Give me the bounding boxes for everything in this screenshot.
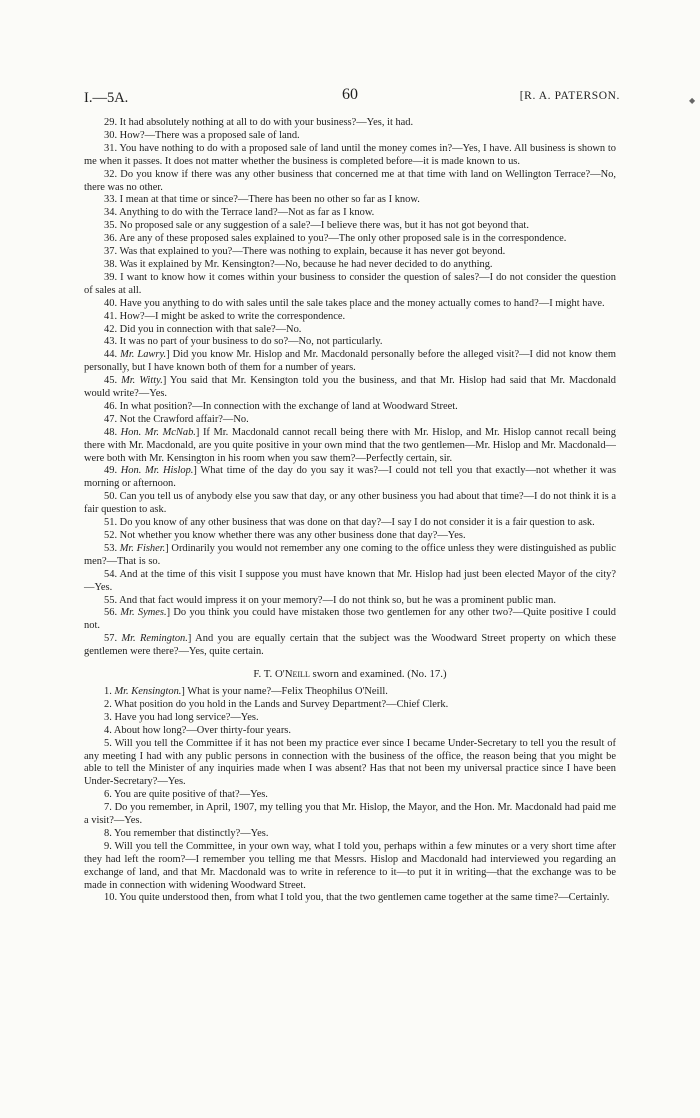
question-paragraph: 35. No proposed sale or any suggestion of a sale?—I believe there was, but it has not got beyond that.: [104, 220, 529, 232]
question-paragraph: 43. It was no part of your business to do so?—No, not particularly.: [104, 336, 383, 348]
question-paragraph: 7. Do you remember, in April, 1907, my telling you that Mr. Hislop, the Mayor, and the Hon. Mr. Macdonald had paid me a visit?—Yes.: [84, 802, 616, 827]
question-paragraph: [84, 543, 616, 569]
question-number: 48.: [104, 426, 121, 438]
question-paragraph: 51. Do you know of any other business that was done on that day?—I say I do not consider it is a fair question to ask.: [104, 517, 595, 529]
question-paragraph: 40. Have you anything to do with sales until the sale takes place and the money actually comes to hand?—I might have.: [104, 297, 605, 309]
section-heading: F. T. O'Neill sworn and examined. (No. 17.): [253, 668, 447, 681]
speaker-name: Mr. Remington.: [121, 633, 188, 645]
question-paragraph: 34. Anything to do with the Terrace land?—Not as far as I know.: [104, 207, 375, 219]
speaker-name: Mr. Kensington.: [114, 685, 182, 697]
question-paragraph: 10. You quite understood then, from what I told you, that the two gentlemen came together at the same time?—Certainly.: [104, 892, 610, 904]
question-number: 45.: [104, 375, 122, 387]
speaker-name: Mr. Witty.: [121, 375, 163, 387]
question-paragraph: 46. In what position?—In connection with the exchange of land at Woodward Street.: [104, 400, 458, 412]
question-paragraph: 4. About how long?—Over thirty-four years.: [104, 724, 291, 736]
question-number: 49.: [104, 465, 121, 477]
question-paragraph: 41. How?—I might be asked to write the correspondence.: [104, 310, 346, 322]
question-number: 56.: [104, 607, 121, 619]
question-text: ] Do you think you could have mistaken those two gentlemen for any other two?—Quite positive I could not.: [84, 607, 617, 632]
question-paragraph: 9. Will you tell the Committee, in your own way, what I told you, perhaps within a few minutes or a very short time after they had left the room?—I remember you telling me that Messrs. Hislop and Macdonald had interviewed you regarding an exchange of land, and that Mr. Macdonald was to write in reference to it—to put it in writing—that the exchange was to be made in connection with widening Woodward Street.: [84, 840, 616, 891]
question-paragraph: 54. And at the time of this visit I suppose you must have known that Mr. Hislop had just been elected Mayor of the city?—Yes.: [84, 568, 616, 593]
question-paragraph: 31. You have nothing to do with a proposed sale of land until the money comes in?—Yes, I have. All business is shown to me when it passes. It does not matter whether the business is completed before—it is made known to us.: [84, 142, 616, 167]
question-paragraph: [84, 607, 616, 633]
question-paragraph: 29. It had absolutely nothing at all to do with your business?—Yes, it had.: [104, 117, 414, 128]
speaker-name: Hon. Mr. Hislop.: [120, 465, 194, 477]
speaker-name: Hon. Mr. McNab.: [120, 426, 196, 438]
question-text: ] Ordinarily you would not remember any one coming to the office unless they were distinguished as public men?—That is so.: [84, 542, 617, 567]
question-paragraph: [84, 427, 616, 466]
question-text: ] What time of the day do you say it was?—I could not tell you that exactly—not whether it was morning or afternoon.: [84, 465, 617, 490]
question-paragraph: 38. Was it explained by Mr. Kensington?—No, because he had never decided to do anything.: [104, 258, 493, 270]
speaker-name: Mr. Lawry.: [120, 349, 167, 361]
question-paragraph: 37. Was that explained to you?—There was nothing to explain, because it has never got beyond.: [104, 246, 506, 258]
speaker-name: Mr. Symes.: [120, 607, 167, 619]
page-header: [84, 86, 620, 106]
question-paragraph: 2. What position do you hold in the Lands and Survey Department?—Chief Clerk.: [104, 698, 449, 710]
question-number: 57.: [104, 633, 122, 645]
question-paragraph: 55. And that fact would impress it on your memory?—I do not think so, but he was a prominent public man.: [104, 594, 556, 606]
question-paragraph: [84, 633, 616, 659]
question-paragraph: 6. You are quite positive of that?—Yes.: [104, 789, 268, 801]
question-text: ] And you are equally certain that the subject was the Woodward Street property on which these gentlemen were there?—Yes, quite certain.: [84, 633, 617, 658]
witness-name: [R. A. PATERSON.: [519, 90, 620, 102]
page-number: 60: [342, 86, 358, 103]
margin-mark: ◆: [689, 96, 696, 105]
question-paragraph: 39. I want to know how it comes within your business to consider the question of sales?—I do not consider the question of sales at all.: [84, 271, 616, 296]
question-paragraph: 30. How?—There was a proposed sale of land.: [104, 129, 300, 141]
question-text: ] If Mr. Macdonald cannot recall being there with Mr. Hislop, and Mr. Hislop cannot recall being there with Mr. Macdonald, are you quite positive in your own mind that the two gentlemen—Mr. Hislop and Mr. Macdonald—were both with Mr. Kensington in his room when you saw them?—Perfectly certain, sir.: [84, 426, 616, 464]
testimony-paterson: [84, 117, 616, 659]
question-paragraph: 8. You remember that distinctly?—Yes.: [104, 827, 269, 839]
question-paragraph: 36. Are any of these proposed sales explained to you?—The only other proposed sale is in the correspondence.: [104, 233, 567, 245]
speaker-name: Mr. Fisher.: [119, 542, 166, 554]
question-paragraph: [84, 465, 616, 491]
question-number: 1.: [104, 685, 115, 697]
question-paragraph: 5. Will you tell the Committee if it has not been my practice ever since I became Under-Secretary to tell you the result of any meeting I had with any public persons in connection with the business of the office, the reason being that you might be able to tell the Minister of any inquiries made when I was absent? Has that not been my universal practice since I have been Under-Secretary?—Yes.: [84, 737, 616, 788]
question-text: ] You said that Mr. Kensington told you the business, and that Mr. Hislop had said that Mr. Macdonald would write?—Yes.: [84, 375, 616, 400]
question-paragraph: 50. Can you tell us of anybody else you saw that day, or any other business you had about that time?—I do not think it is a fair question to ask.: [84, 491, 616, 516]
question-paragraph: 47. Not the Crawford affair?—No.: [104, 413, 249, 425]
question-paragraph: 52. Not whether you know whether there was any other business done that day?—Yes.: [104, 530, 466, 541]
question-paragraph: [84, 686, 616, 699]
testimony-oneill: [84, 686, 616, 905]
question-number: 53.: [104, 542, 120, 554]
question-paragraph: 42. Did you in connection with that sale?—No.: [104, 323, 302, 335]
question-paragraph: [84, 349, 616, 375]
question-paragraph: [84, 375, 616, 401]
question-paragraph: 3. Have you had long service?—Yes.: [104, 711, 259, 723]
question-paragraph: 32. Do you know if there was any other business that concerned me at that time with land on Wellington Terrace?—No, there was no other.: [84, 168, 616, 193]
question-text: ] Did you know Mr. Hislop and Mr. Macdonald personally before the alleged visit?—I did not know them personally, but I have known both of them for a number of years.: [84, 349, 617, 374]
document-reference: I.—5A.: [84, 90, 129, 106]
question-paragraph: 33. I mean at that time or since?—There has been no other so far as I know.: [104, 194, 420, 206]
document-body: [84, 117, 616, 905]
question-text: ] What is your name?—Felix Theophilus O'Neill.: [181, 685, 388, 697]
question-number: 44.: [104, 349, 121, 361]
